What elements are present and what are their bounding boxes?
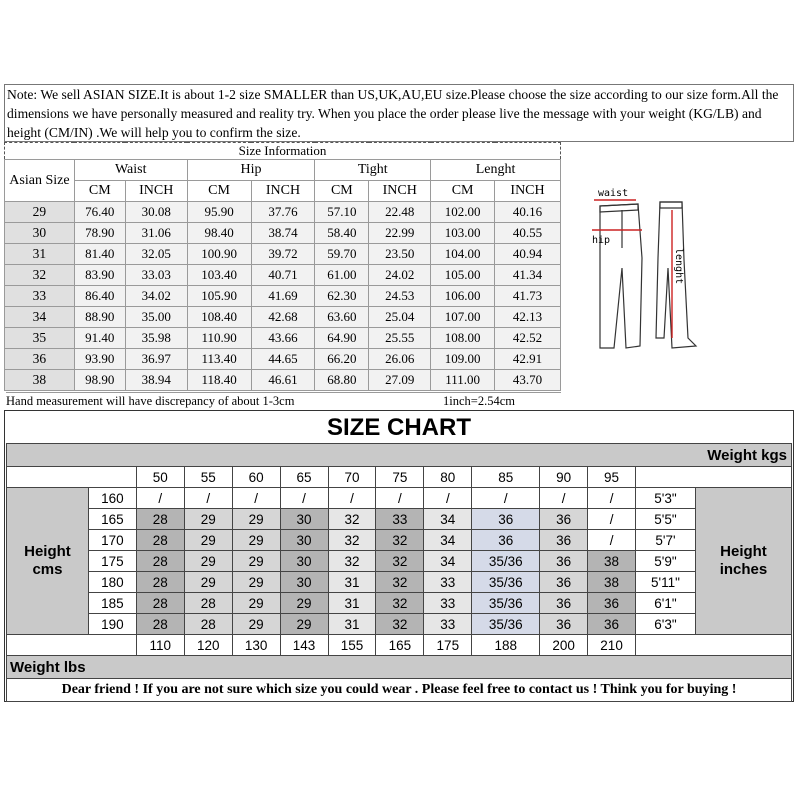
size-chart-cell: 30 xyxy=(280,530,328,551)
measurement-cell: 41.34 xyxy=(495,265,561,286)
height-cm-cell: 190 xyxy=(88,614,136,635)
measurement-cell: 109.00 xyxy=(431,349,495,370)
measurement-cell: 32.05 xyxy=(125,244,187,265)
weight-lbs-label: Weight lbs xyxy=(7,656,792,679)
measurement-cell: 78.90 xyxy=(74,223,125,244)
size-chart-cell: 33 xyxy=(424,572,472,593)
weight-lbs-cell: 130 xyxy=(232,635,280,656)
measurement-cell: 46.61 xyxy=(251,370,315,391)
height-cms-label-line1: Height xyxy=(24,543,71,560)
size-row xyxy=(5,349,561,370)
weight-lbs-cell: 155 xyxy=(328,635,376,656)
measurement-cell: 58.40 xyxy=(315,223,369,244)
size-chart-cell: / xyxy=(184,488,232,509)
measurement-cell: 62.30 xyxy=(315,286,369,307)
kg-right-blank xyxy=(636,467,792,488)
height-cm-cell: 170 xyxy=(88,530,136,551)
measurement-cell: 42.13 xyxy=(495,307,561,328)
measurement-cell: 110.90 xyxy=(187,328,251,349)
weight-lbs-cell: 188 xyxy=(472,635,540,656)
hip-label: hip xyxy=(592,235,611,246)
size-chart-cell: / xyxy=(328,488,376,509)
measurement-cell: 107.00 xyxy=(431,307,495,328)
size-chart-cell: 29 xyxy=(232,593,280,614)
size-chart-cell: 28 xyxy=(136,593,184,614)
size-chart-cell: 32 xyxy=(376,593,424,614)
height-row xyxy=(7,551,792,572)
measurement-cell: 61.00 xyxy=(315,265,369,286)
size-chart-cell: 28 xyxy=(136,551,184,572)
size-chart-cell: 36 xyxy=(472,509,540,530)
size-chart-cell: / xyxy=(540,488,588,509)
measurement-cell: 40.71 xyxy=(251,265,315,286)
size-chart-cell: 34 xyxy=(424,551,472,572)
size-note: Note: We sell ASIAN SIZE.It is about 1-2 size SMALLER than US,UK,AU,EU size.Please choose the size according to our size form.All the dimensions we have personally measured and reality try. When you place the order please live the message with your weight (KG/LB) and height (CM/IN) .We will help you to confirm the size. xyxy=(4,84,794,142)
measurement-cell: 40.94 xyxy=(495,244,561,265)
height-cms-label-line2: cms xyxy=(32,561,63,578)
measurement-cell: 43.70 xyxy=(495,370,561,391)
size-chart-cell: 29 xyxy=(232,614,280,635)
unit-header: CM xyxy=(431,181,495,202)
unit-header: CM xyxy=(187,181,251,202)
measurement-cell: 33.03 xyxy=(125,265,187,286)
measurement-cell: 24.02 xyxy=(369,265,431,286)
size-chart-cell: 28 xyxy=(184,593,232,614)
size-chart-cell: 32 xyxy=(376,572,424,593)
size-group-header: Lenght xyxy=(431,160,561,181)
measurement-cell: 42.91 xyxy=(495,349,561,370)
height-inches-label xyxy=(695,488,791,635)
size-chart-cell: 28 xyxy=(136,572,184,593)
measurement-cell: 103.00 xyxy=(431,223,495,244)
weight-lbs-cell: 143 xyxy=(280,635,328,656)
height-row xyxy=(7,614,792,635)
height-row xyxy=(7,530,792,551)
size-row xyxy=(5,223,561,244)
size-group-header: Waist xyxy=(74,160,187,181)
measurement-cell: 111.00 xyxy=(431,370,495,391)
asian-size-cell: 38 xyxy=(5,370,75,391)
measurement-cell: 24.53 xyxy=(369,286,431,307)
size-row xyxy=(5,328,561,349)
measurement-cell: 113.40 xyxy=(187,349,251,370)
weight-kg-header: 75 xyxy=(376,467,424,488)
measurement-cell: 40.55 xyxy=(495,223,561,244)
size-chart-cell: 35/36 xyxy=(472,572,540,593)
unit-header: CM xyxy=(74,181,125,202)
measurement-cell: 34.02 xyxy=(125,286,187,307)
size-chart-cell: 36 xyxy=(540,530,588,551)
measurement-cell: 91.40 xyxy=(74,328,125,349)
measurement-cell: 23.50 xyxy=(369,244,431,265)
asian-size-cell: 31 xyxy=(5,244,75,265)
measurement-cell: 35.98 xyxy=(125,328,187,349)
asian-size-cell: 35 xyxy=(5,328,75,349)
measurement-cell: 106.00 xyxy=(431,286,495,307)
measurement-cell: 44.65 xyxy=(251,349,315,370)
kg-corner-blank xyxy=(7,467,137,488)
measurement-cell: 108.40 xyxy=(187,307,251,328)
weight-lbs-cell: 210 xyxy=(588,635,636,656)
size-chart-cell: 35/36 xyxy=(472,551,540,572)
height-cm-cell: 185 xyxy=(88,593,136,614)
size-chart-cell: 32 xyxy=(376,530,424,551)
size-chart-cell: 28 xyxy=(184,614,232,635)
measurement-cell: 68.80 xyxy=(315,370,369,391)
measurement-cell: 103.40 xyxy=(187,265,251,286)
size-information-title: Size Information xyxy=(5,143,561,160)
measurement-cell: 37.76 xyxy=(251,202,315,223)
size-chart-cell: 33 xyxy=(424,593,472,614)
lbs-right-blank xyxy=(636,635,792,656)
size-chart-title: SIZE CHART xyxy=(327,414,471,441)
height-inches-label-line1: Height xyxy=(720,543,767,560)
weight-lbs-cell: 200 xyxy=(540,635,588,656)
size-chart-cell: 28 xyxy=(136,614,184,635)
weight-kg-header: 50 xyxy=(136,467,184,488)
size-chart-cell: 29 xyxy=(280,593,328,614)
measurement-cell: 41.69 xyxy=(251,286,315,307)
measurement-discrepancy-note: Hand measurement will have discrepancy of about 1-3cm xyxy=(6,394,295,408)
height-cm-cell: 165 xyxy=(88,509,136,530)
measurement-cell: 63.60 xyxy=(315,307,369,328)
measurement-cell: 25.04 xyxy=(369,307,431,328)
size-group-header: Tight xyxy=(315,160,431,181)
height-inch-cell: 5'11" xyxy=(636,572,696,593)
measurement-cell: 81.40 xyxy=(74,244,125,265)
measurement-cell: 42.68 xyxy=(251,307,315,328)
measurement-cell: 59.70 xyxy=(315,244,369,265)
size-chart-cell: 32 xyxy=(376,614,424,635)
size-chart-cell: 29 xyxy=(232,530,280,551)
lbs-left-blank xyxy=(7,635,137,656)
size-chart-cell: 31 xyxy=(328,593,376,614)
size-chart-table xyxy=(6,443,792,702)
front-pants-outline xyxy=(600,204,642,348)
measurement-cell: 86.40 xyxy=(74,286,125,307)
size-chart-cell: 35/36 xyxy=(472,614,540,635)
size-chart-cell: 36 xyxy=(472,530,540,551)
measurement-cell: 26.06 xyxy=(369,349,431,370)
size-row xyxy=(5,286,561,307)
measurement-cell: 105.90 xyxy=(187,286,251,307)
asian-size-cell: 32 xyxy=(5,265,75,286)
asian-size-cell: 30 xyxy=(5,223,75,244)
measurement-cell: 39.72 xyxy=(251,244,315,265)
measurement-cell: 25.55 xyxy=(369,328,431,349)
size-chart-cell: 31 xyxy=(328,614,376,635)
measurement-cell: 64.90 xyxy=(315,328,369,349)
size-chart-cell: 30 xyxy=(280,551,328,572)
measurement-cell: 36.97 xyxy=(125,349,187,370)
size-chart-cell: / xyxy=(472,488,540,509)
height-cms-label xyxy=(7,488,89,635)
size-chart-cell: 33 xyxy=(424,614,472,635)
height-row xyxy=(7,509,792,530)
size-chart-cell: 29 xyxy=(232,551,280,572)
size-chart-cell: / xyxy=(588,530,636,551)
size-chart-cell: 38 xyxy=(588,551,636,572)
measurement-cell: 98.40 xyxy=(187,223,251,244)
weight-lbs-cell: 175 xyxy=(424,635,472,656)
size-chart-cell: 29 xyxy=(184,530,232,551)
measurement-cell: 104.00 xyxy=(431,244,495,265)
size-chart-cell: 36 xyxy=(540,572,588,593)
size-chart-cell: / xyxy=(588,488,636,509)
size-row xyxy=(5,244,561,265)
size-chart-cell: / xyxy=(588,509,636,530)
weight-kgs-label: Weight kgs xyxy=(7,444,792,467)
size-row xyxy=(5,202,561,223)
measurement-cell: 57.10 xyxy=(315,202,369,223)
measurement-cell: 76.40 xyxy=(74,202,125,223)
weight-kg-header: 80 xyxy=(424,467,472,488)
measurement-cell: 83.90 xyxy=(74,265,125,286)
waist-label: waist xyxy=(598,188,629,199)
size-chart-cell: 28 xyxy=(136,509,184,530)
measurement-cell: 41.73 xyxy=(495,286,561,307)
weight-kg-header: 85 xyxy=(472,467,540,488)
size-chart-cell: 29 xyxy=(232,509,280,530)
size-chart-cell: 32 xyxy=(328,530,376,551)
size-chart-cell: / xyxy=(376,488,424,509)
measurement-cell: 30.08 xyxy=(125,202,187,223)
size-row xyxy=(5,370,561,391)
height-row xyxy=(7,488,792,509)
height-cm-cell: 180 xyxy=(88,572,136,593)
measurement-cell: 108.00 xyxy=(431,328,495,349)
size-chart-cell: 35/36 xyxy=(472,593,540,614)
measurement-cell: 105.00 xyxy=(431,265,495,286)
unit-header: INCH xyxy=(369,181,431,202)
inch-conversion-note: 1inch=2.54cm xyxy=(443,394,515,408)
size-chart-cell: 29 xyxy=(184,509,232,530)
measurement-cell: 95.90 xyxy=(187,202,251,223)
length-label: lenght xyxy=(673,248,684,285)
size-chart-cell: 36 xyxy=(540,614,588,635)
unit-header: INCH xyxy=(495,181,561,202)
asian-size-cell: 34 xyxy=(5,307,75,328)
size-chart-cell: 36 xyxy=(540,593,588,614)
measurement-cell: 40.16 xyxy=(495,202,561,223)
size-chart-cell: 30 xyxy=(280,572,328,593)
size-chart-cell: / xyxy=(424,488,472,509)
height-inch-cell: 5'9" xyxy=(636,551,696,572)
asian-size-cell: 29 xyxy=(5,202,75,223)
asian-size-cell: 33 xyxy=(5,286,75,307)
measurement-cell: 66.20 xyxy=(315,349,369,370)
measurement-cell: 100.90 xyxy=(187,244,251,265)
measurement-cell: 22.48 xyxy=(369,202,431,223)
height-cm-cell: 160 xyxy=(88,488,136,509)
height-inch-cell: 6'3" xyxy=(636,614,696,635)
measurement-cell: 42.52 xyxy=(495,328,561,349)
size-chart-cell: / xyxy=(136,488,184,509)
measurement-cell: 22.99 xyxy=(369,223,431,244)
lbs-row xyxy=(7,635,792,656)
unit-header: INCH xyxy=(251,181,315,202)
size-chart-cell: / xyxy=(280,488,328,509)
size-chart-cell: 29 xyxy=(280,614,328,635)
measurement-cell: 98.90 xyxy=(74,370,125,391)
size-chart-cell: / xyxy=(232,488,280,509)
height-inch-cell: 6'1" xyxy=(636,593,696,614)
size-chart-cell: 29 xyxy=(232,572,280,593)
size-chart-cell: 36 xyxy=(588,593,636,614)
size-chart-cell: 36 xyxy=(540,551,588,572)
measurement-cell: 88.90 xyxy=(74,307,125,328)
weight-lbs-cell: 110 xyxy=(136,635,184,656)
size-chart-cell: 31 xyxy=(328,572,376,593)
size-chart-cell: 32 xyxy=(328,551,376,572)
size-chart-cell: 34 xyxy=(424,530,472,551)
size-chart-cell: 28 xyxy=(136,530,184,551)
height-inch-cell: 5'7' xyxy=(636,530,696,551)
measurement-cell: 118.40 xyxy=(187,370,251,391)
size-chart-cell: 33 xyxy=(376,509,424,530)
height-row xyxy=(7,572,792,593)
height-inch-cell: 5'3" xyxy=(636,488,696,509)
measurement-cell: 93.90 xyxy=(74,349,125,370)
weight-kg-header: 95 xyxy=(588,467,636,488)
size-chart-cell: 29 xyxy=(184,551,232,572)
size-chart-cell: 34 xyxy=(424,509,472,530)
size-chart-cell: 29 xyxy=(184,572,232,593)
pants-measurement-diagram xyxy=(580,188,705,358)
size-row xyxy=(5,265,561,286)
weight-lbs-cell: 120 xyxy=(184,635,232,656)
size-info-footer xyxy=(6,392,561,411)
height-cm-cell: 175 xyxy=(88,551,136,572)
weight-kg-header: 55 xyxy=(184,467,232,488)
measurement-cell: 31.06 xyxy=(125,223,187,244)
measurement-cell: 38.74 xyxy=(251,223,315,244)
weight-kg-header: 70 xyxy=(328,467,376,488)
size-information-table xyxy=(4,142,561,391)
unit-header: CM xyxy=(315,181,369,202)
size-chart-cell: 36 xyxy=(588,614,636,635)
weight-kg-header: 65 xyxy=(280,467,328,488)
weight-lbs-cell: 165 xyxy=(376,635,424,656)
size-row xyxy=(5,307,561,328)
asian-size-cell: 36 xyxy=(5,349,75,370)
measurement-cell: 102.00 xyxy=(431,202,495,223)
size-chart-cell: 30 xyxy=(280,509,328,530)
asian-size-header: Asian Size xyxy=(5,160,75,202)
weight-kg-header: 60 xyxy=(232,467,280,488)
height-inch-cell: 5'5" xyxy=(636,509,696,530)
contact-message: Dear friend ! If you are not sure which size you could wear . Please feel free to contact us ! Think you for buying ! xyxy=(7,679,792,702)
weight-kg-header: 90 xyxy=(540,467,588,488)
size-chart-cell: 32 xyxy=(328,509,376,530)
size-group-header: Hip xyxy=(187,160,315,181)
measurement-cell: 27.09 xyxy=(369,370,431,391)
size-chart-cell: 36 xyxy=(540,509,588,530)
measurement-cell: 35.00 xyxy=(125,307,187,328)
height-inches-label-line2: inches xyxy=(719,561,768,578)
size-chart-cell: 38 xyxy=(588,572,636,593)
measurement-cell: 43.66 xyxy=(251,328,315,349)
size-chart-cell: 32 xyxy=(376,551,424,572)
height-row xyxy=(7,593,792,614)
measurement-cell: 38.94 xyxy=(125,370,187,391)
unit-header: INCH xyxy=(125,181,187,202)
